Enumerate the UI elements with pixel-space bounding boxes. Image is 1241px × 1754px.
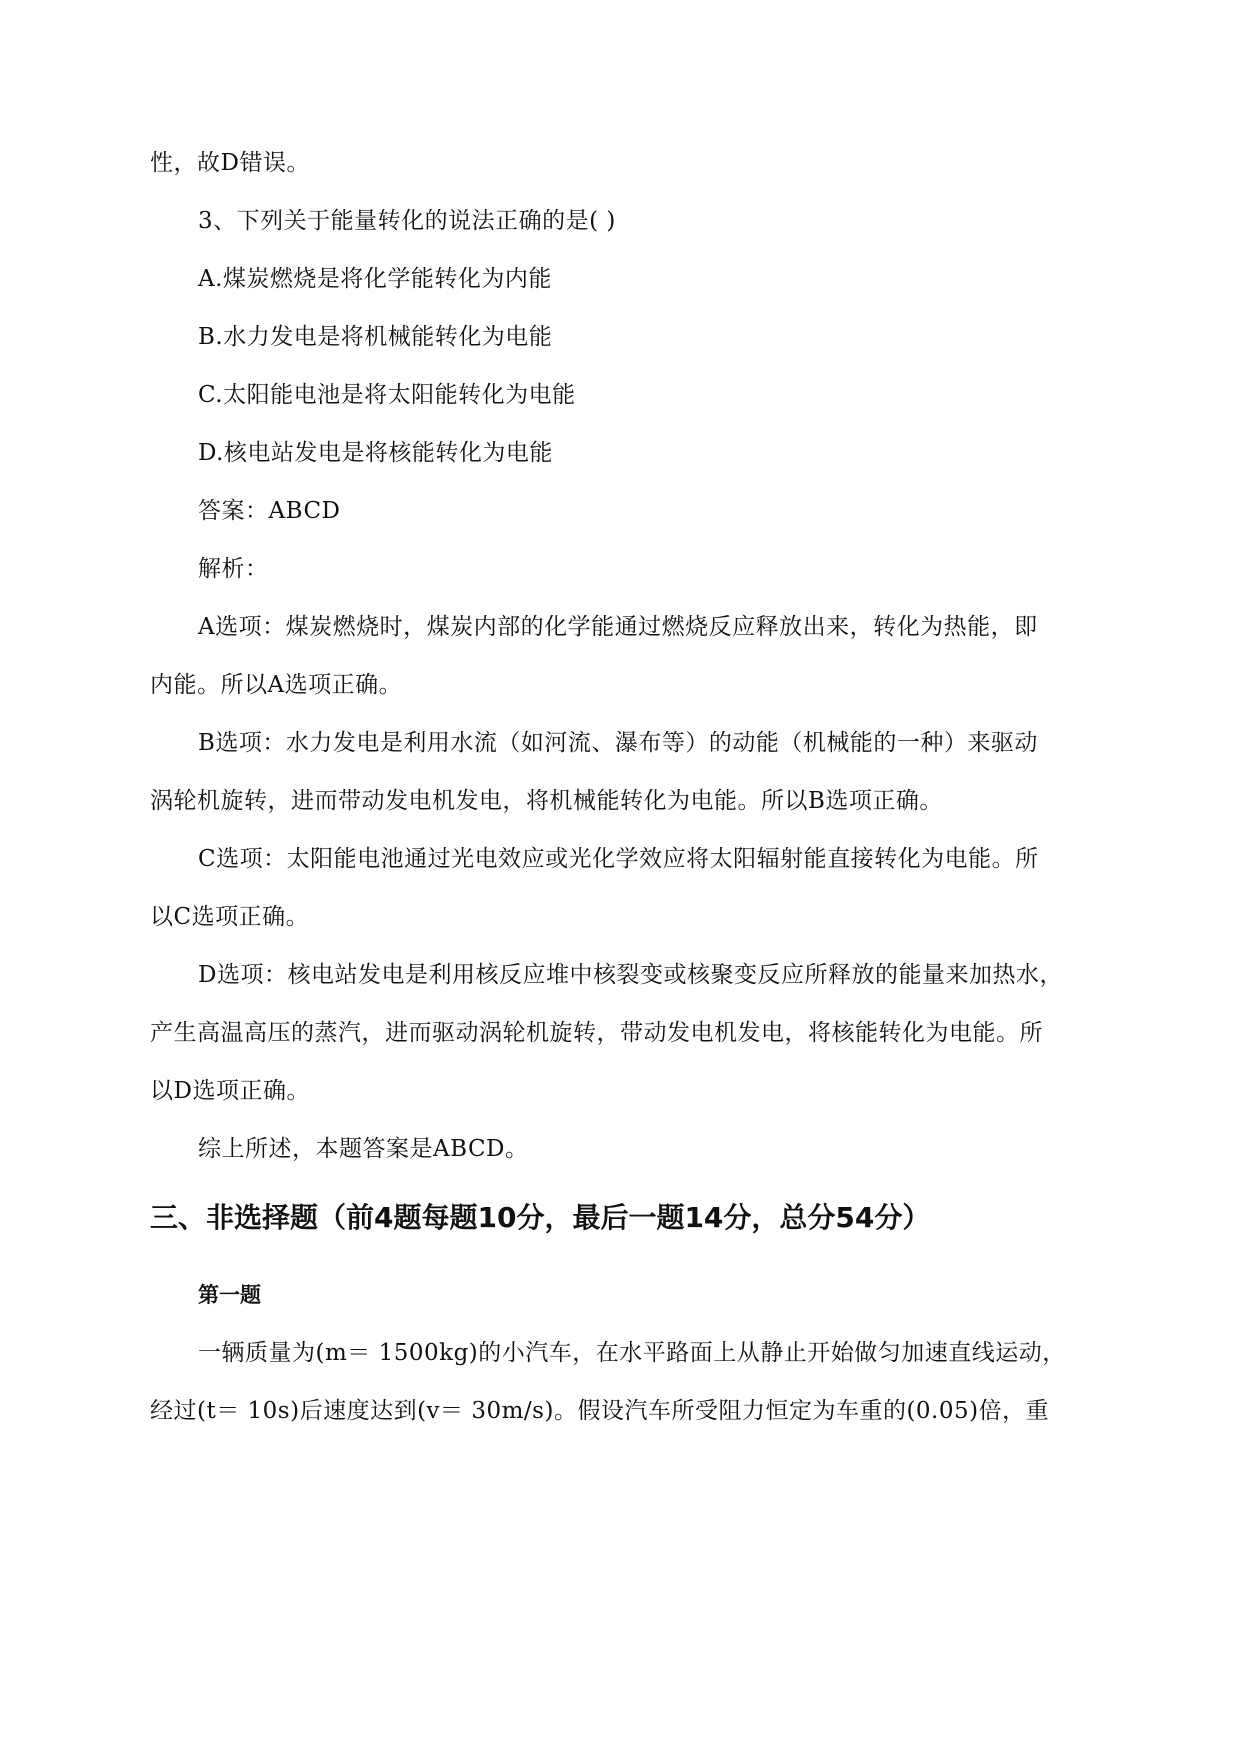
option-c: C.太阳能电池是将太阳能转化为电能 — [198, 382, 576, 408]
analysis-label: 解析： — [198, 556, 269, 582]
option-b: B.水力发电是将机械能转化为电能 — [198, 324, 553, 350]
option-a: A.煤炭燃烧是将化学能转化为内能 — [198, 266, 552, 292]
analysis-a-line-2: 内能。所以A选项正确。 — [150, 672, 403, 698]
analysis-d-line-2: 产生高温高压的蒸汽，进而驱动涡轮机旋转，带动发电机发电，将核能转化为电能。所 — [150, 1020, 1043, 1046]
analysis-c-line-2: 以C选项正确。 — [150, 904, 310, 930]
analysis-d-line-3: 以D选项正确。 — [150, 1078, 310, 1104]
problem-line-1: 一辆质量为(m＝ 1500kg)的小汽车，在水平路面上从静止开始做匀加速直线运动， — [198, 1340, 1066, 1366]
summary-line: 综上所述，本题答案是ABCD。 — [198, 1136, 529, 1162]
question-subheading: 第一题 — [198, 1283, 261, 1307]
answer-line: 答案：ABCD — [198, 498, 341, 524]
analysis-b-line-1: B选项：水力发电是利用水流（如河流、瀑布等）的动能（机械能的一种）来驱动 — [198, 730, 1038, 756]
analysis-c-line-1: C选项：太阳能电池通过光电效应或光化学效应将太阳辐射能直接转化为电能。所 — [198, 846, 1039, 872]
question-3-stem: 3、下列关于能量转化的说法正确的是( ) — [198, 208, 616, 234]
analysis-d-line-1: D选项：核电站发电是利用核反应堆中核裂变或核聚变反应所释放的能量来加热水， — [198, 962, 1063, 988]
problem-line-2: 经过(t＝ 10s)后速度达到(v＝ 30m/s)。假设汽车所受阻力恒定为车重的(0.05)倍，重 — [150, 1398, 1050, 1424]
analysis-b-line-2: 涡轮机旋转，进而带动发电机发电，将机械能转化为电能。所以B选项正确。 — [150, 788, 943, 814]
section-heading: 三、非选择题（前4题每题10分，最后一题14分，总分54分） — [150, 1201, 931, 1234]
text-line: 性，故D错误。 — [150, 150, 310, 176]
option-d: D.核电站发电是将核能转化为电能 — [198, 440, 553, 466]
analysis-a-line-1: A选项：煤炭燃烧时，煤炭内部的化学能通过燃烧反应释放出来，转化为热能，即 — [198, 614, 1038, 640]
